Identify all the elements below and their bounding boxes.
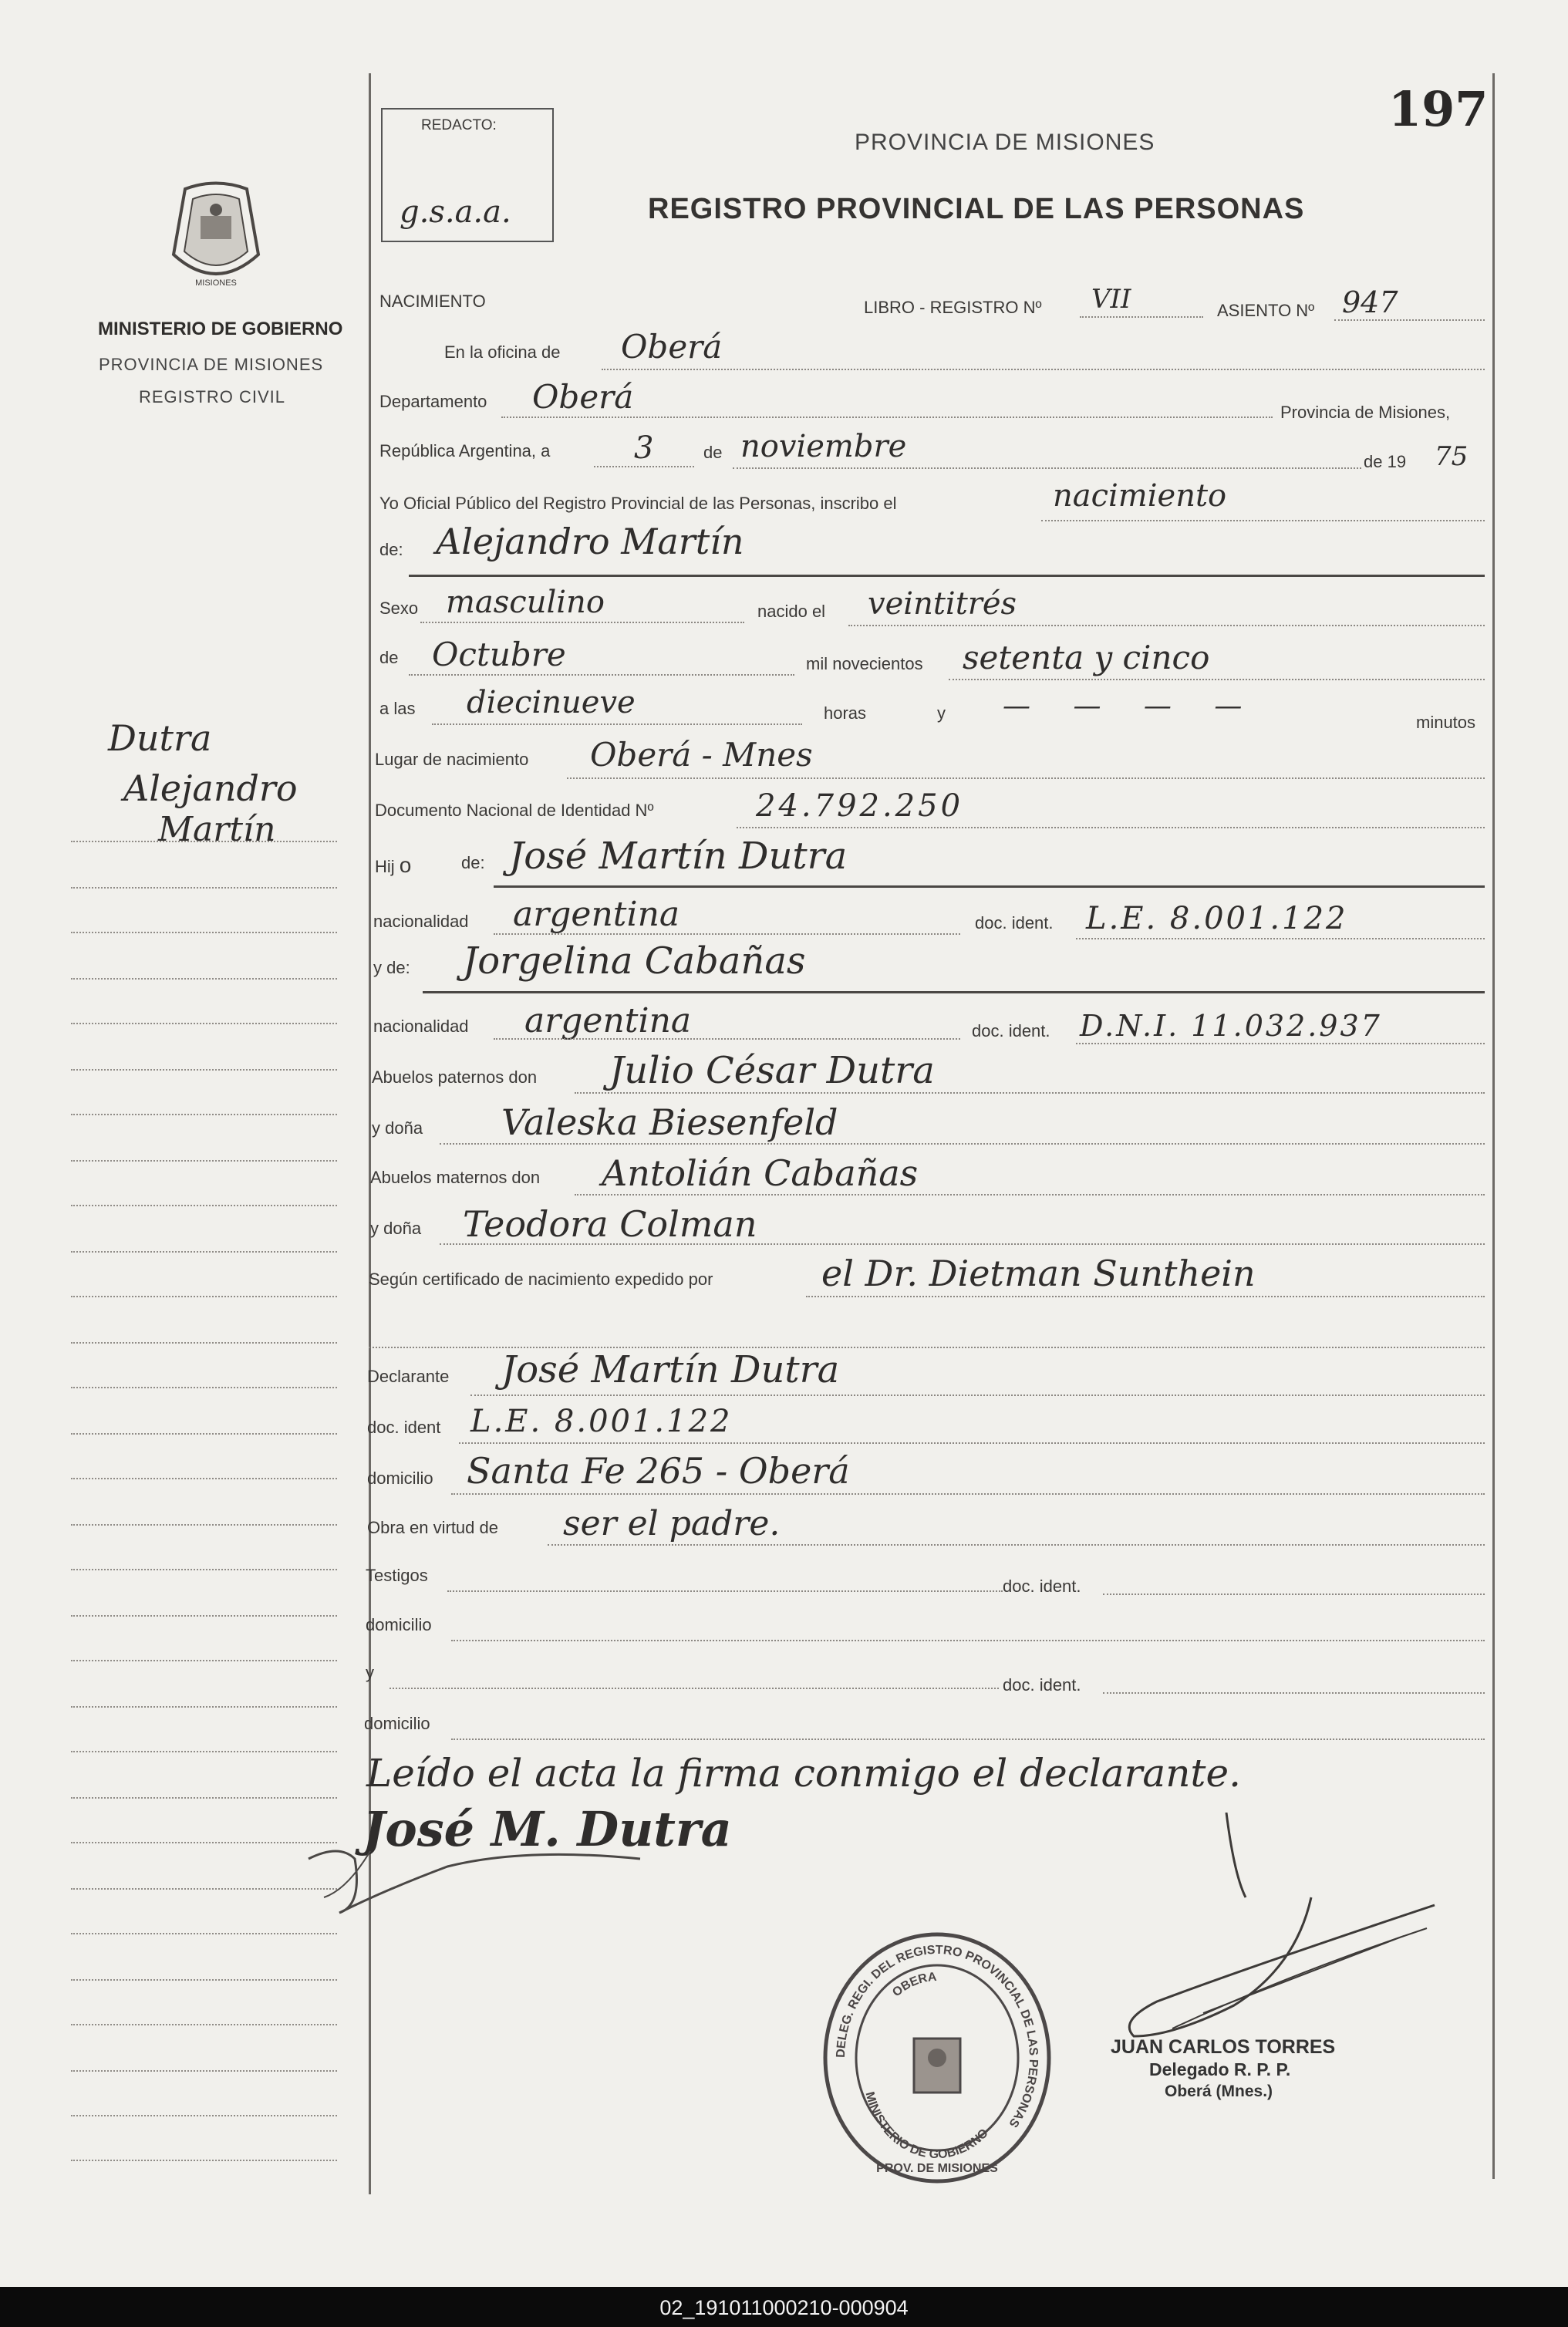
stamp-inner-text: MINISTERIO DE GOBIERNO xyxy=(862,2090,991,2162)
provincia-suffix: Provincia de Misiones, xyxy=(1280,403,1451,422)
oficial-text: Yo Oficial Público del Registro Provincial de las Personas, inscribo el xyxy=(379,494,897,513)
declarante-label: Declarante xyxy=(367,1367,450,1386)
footer-id: 02_191011000210-000904 xyxy=(659,2296,909,2319)
seal-text: MISIONES xyxy=(195,278,237,288)
declarante-doc-value: L.E. 8.001.122 xyxy=(470,1404,733,1439)
ministry-registry: REGISTRO CIVIL xyxy=(139,387,286,406)
asiento-label: ASIENTO Nº xyxy=(1217,301,1315,320)
hijo-label-text: Hij xyxy=(375,857,395,876)
stamp-top-text: OBERA xyxy=(890,1970,938,2000)
ministry-province: PROVINCIA DE MISIONES xyxy=(99,355,324,374)
certificado-value: el Dr. Dietman Sunthein xyxy=(821,1253,1256,1294)
abuelo-mat-value: Antolián Cabañas xyxy=(602,1152,919,1194)
horas-label: horas xyxy=(824,703,867,723)
abuelos-pat-label: Abuelos paternos don xyxy=(372,1067,538,1087)
official-location: Oberá (Mnes.) xyxy=(1165,2082,1273,2100)
margin-note-name: Alejandro xyxy=(123,767,298,809)
right-margin-rule xyxy=(1492,73,1495,2179)
dni-label: Documento Nacional de Identidad Nº xyxy=(375,801,654,820)
madre-value: Jorgelina Cabañas xyxy=(463,939,806,983)
dia-value: 3 xyxy=(634,430,654,466)
testigo1-doc-label: doc. ident. xyxy=(1003,1577,1081,1596)
asiento-value: 947 xyxy=(1342,285,1398,319)
province-heading: PROVINCIA DE MISIONES xyxy=(855,130,1155,155)
margin-note-surname: Dutra xyxy=(108,717,212,759)
certificado-label: Según certificado de nacimiento expedido por xyxy=(369,1270,713,1289)
minutos-value: — — — — xyxy=(1003,690,1259,722)
declarante-doc-label: doc. ident xyxy=(367,1418,441,1437)
padre-nac-label: nacionalidad xyxy=(373,912,469,931)
testigos-label: Testigos xyxy=(366,1566,428,1585)
lugar-value: Oberá - Mnes xyxy=(590,736,813,774)
a-las-label: a las xyxy=(379,699,416,718)
republica-label: República Argentina, a xyxy=(379,441,551,460)
abuelo-pat-value: Julio César Dutra xyxy=(609,1049,935,1092)
padre-doc-label: doc. ident. xyxy=(975,913,1054,932)
inscripcion-value: nacimiento xyxy=(1053,478,1227,514)
ministry-seal xyxy=(158,177,274,293)
libro-value: VII xyxy=(1091,284,1131,315)
anio-prefix: de 19 xyxy=(1364,452,1407,471)
redacto-label: REDACTO: xyxy=(421,117,497,133)
act-type: NACIMIENTO xyxy=(379,292,486,311)
departamento-label: Departamento xyxy=(379,392,487,411)
de-label: de xyxy=(703,443,723,462)
padre-doc-value: L.E. 8.001.122 xyxy=(1086,901,1348,936)
testigo2-dom-label: domicilio xyxy=(364,1714,430,1733)
minutos-label: minutos xyxy=(1416,713,1476,732)
testigo2-doc-label: doc. ident. xyxy=(1003,1675,1081,1695)
svg-text:OBERA xyxy=(890,1971,937,2000)
declarante-dom-value: Santa Fe 265 - Oberá xyxy=(467,1450,850,1492)
padre-nac-value: argentina xyxy=(513,895,680,934)
padre-value: José Martín Dutra xyxy=(509,835,848,878)
abuelos-mat-label: Abuelos maternos don xyxy=(370,1168,541,1187)
sexo-label: Sexo xyxy=(379,599,419,618)
libro-label: LIBRO - REGISTRO Nº xyxy=(864,298,1042,317)
page-number: 197 xyxy=(1388,81,1489,137)
nacido-anio-value: setenta y cinco xyxy=(963,639,1210,676)
hijo-label xyxy=(375,853,411,878)
redacto-box xyxy=(381,108,554,242)
closing-text: Leído el acta la firma conmigo el declarante. xyxy=(366,1751,1242,1796)
stamp-bottom-text: PROV. DE MISIONES xyxy=(876,2162,998,2175)
abuela-mat-value: Teodora Colman xyxy=(463,1203,757,1245)
obra-label: Obra en virtud de xyxy=(367,1518,498,1537)
official-role: Delegado R. P. P. xyxy=(1149,2059,1291,2079)
registry-title: REGISTRO PROVINCIAL DE LAS PERSONAS xyxy=(648,193,1305,225)
sexo-value: masculino xyxy=(446,585,605,620)
mes-value: noviembre xyxy=(740,429,907,464)
declarante-signature: José M. Dutra xyxy=(362,1801,732,1857)
abuela-pat-value: Valeska Biesenfeld xyxy=(501,1101,838,1143)
madre-doc-value: D.N.I. 11.032.937 xyxy=(1080,1009,1382,1043)
hijo-de-label: de: xyxy=(461,853,485,872)
madre-nac-label: nacionalidad xyxy=(373,1017,469,1036)
redacto-value: g.s.a.a. xyxy=(400,194,511,230)
official-name: JUAN CARLOS TORRES xyxy=(1111,2036,1336,2058)
oficina-value: Oberá xyxy=(621,328,723,366)
madre-doc-label: doc. ident. xyxy=(972,1021,1050,1040)
departamento-value: Oberá xyxy=(532,378,634,416)
mil-label: mil novecientos xyxy=(806,654,923,673)
declarante-value: José Martín Dutra xyxy=(501,1348,840,1391)
testigo1-dom-label: domicilio xyxy=(366,1615,432,1634)
testigo2-y-label: y xyxy=(366,1663,374,1682)
horas-value: diecinueve xyxy=(467,685,636,720)
obra-value: ser el padre. xyxy=(563,1504,781,1543)
ministry-name: MINISTERIO DE GOBIERNO xyxy=(98,319,343,339)
hijo-suffix: o xyxy=(399,853,412,877)
official-stamp xyxy=(818,1927,1057,2189)
nacido-label: nacido el xyxy=(757,602,826,621)
lugar-label: Lugar de nacimiento xyxy=(375,750,529,769)
stamp-outer-text: DELEG. REGI. DEL REGISTRO PROVINCIAL DE LAS PERSONAS xyxy=(834,1943,1040,2130)
madre-nac-value: argentina xyxy=(524,1001,692,1040)
anio-value: 75 xyxy=(1435,441,1469,472)
dni-value: 24.792.250 xyxy=(756,788,964,824)
de-nombre-label: de: xyxy=(379,540,403,559)
abuela-pat-label: y doña xyxy=(372,1118,423,1138)
y-de-label: y de: xyxy=(373,958,410,977)
nacido-mes-value: Octubre xyxy=(432,636,566,673)
official-signature xyxy=(1111,1813,1450,2059)
oficina-label: En la oficina de xyxy=(444,342,561,362)
declarante-dom-label: domicilio xyxy=(367,1469,433,1488)
margin-note-name2: Martín xyxy=(158,810,276,849)
y-label: y xyxy=(937,703,946,723)
footer-bar xyxy=(0,2287,1568,2327)
signature-flourish xyxy=(293,1813,725,1928)
abuela-mat-label: y doña xyxy=(370,1219,422,1238)
nacido-dia-value: veintitrés xyxy=(868,586,1017,622)
nombre-value: Alejandro Martín xyxy=(436,521,744,562)
de-mes-label: de xyxy=(379,648,399,667)
svg-text:MINISTERIO DE GOBIERNO xyxy=(863,2090,991,2161)
